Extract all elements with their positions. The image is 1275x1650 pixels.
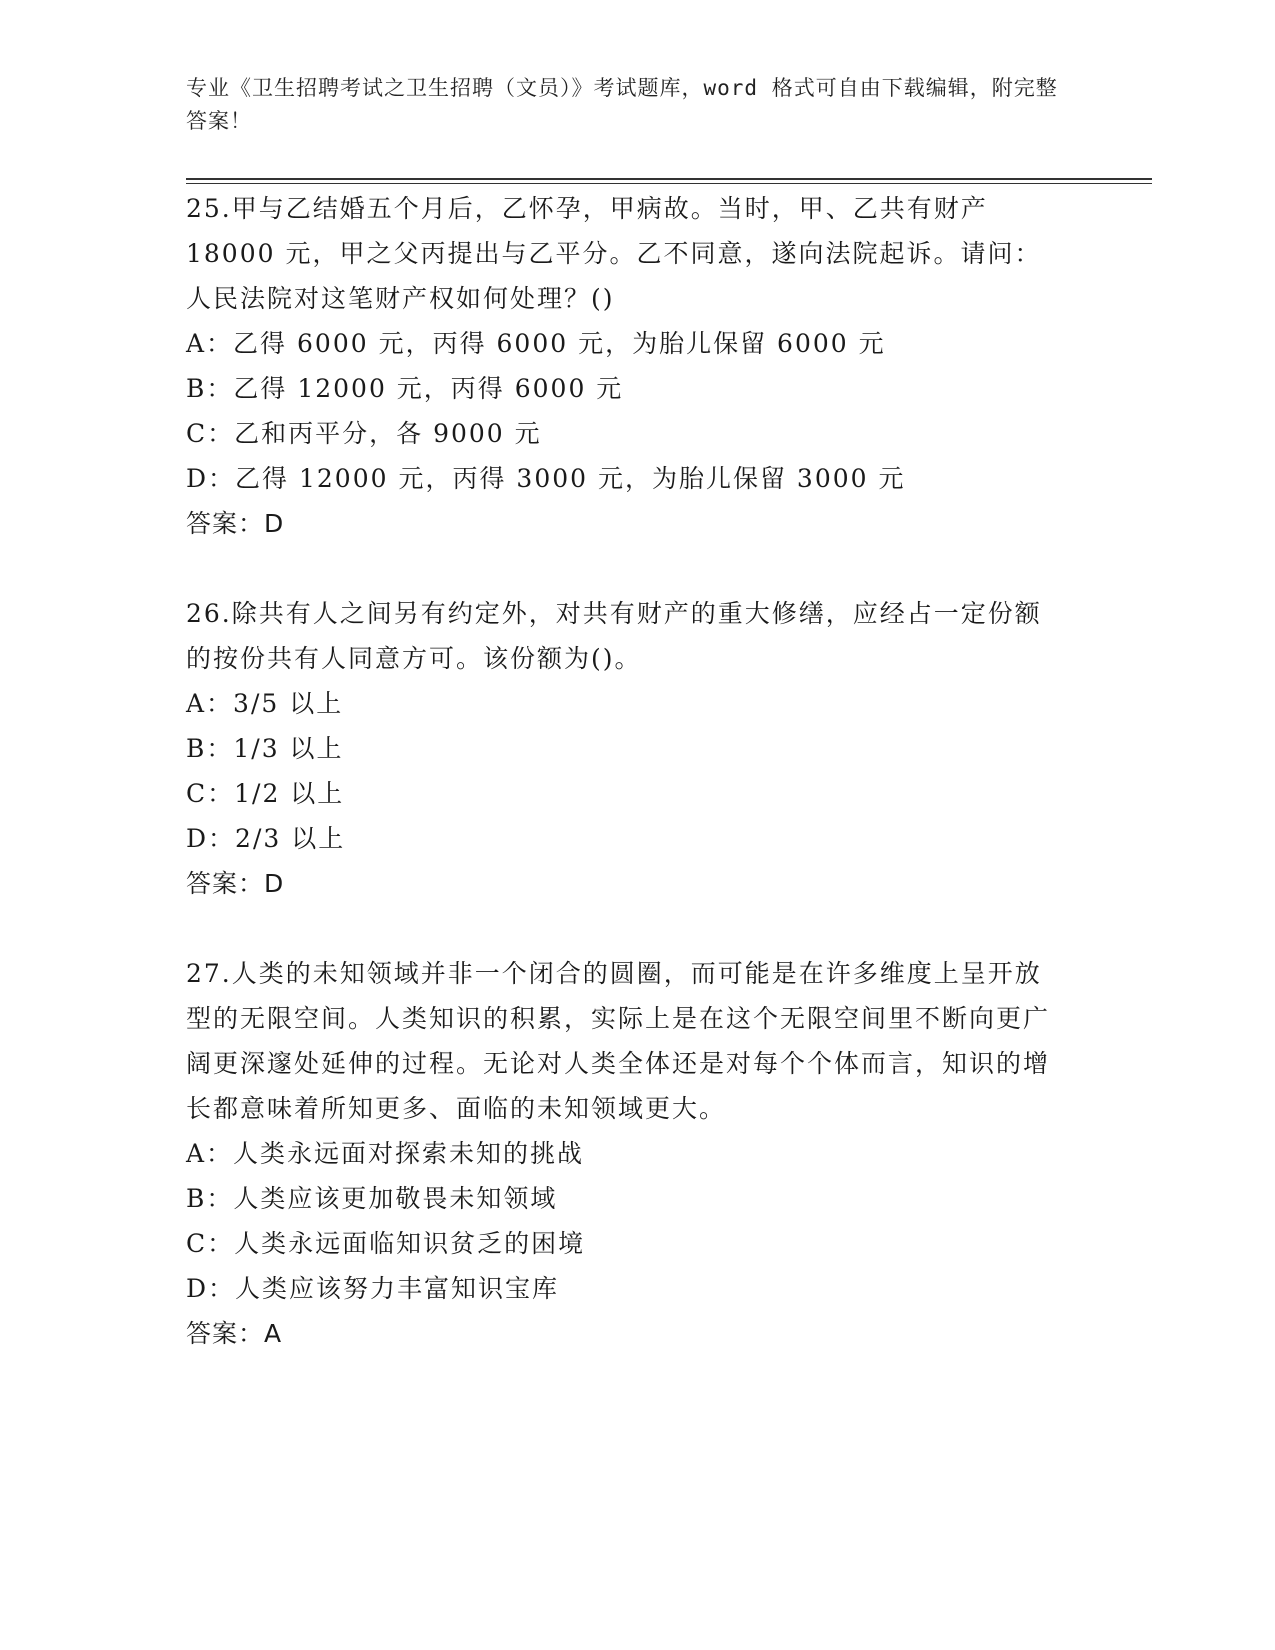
- question-stem: 25.甲与乙结婚五个月后，乙怀孕，甲病故。当时，甲、乙共有财产18000 元，甲之父丙提出与乙平分。乙不同意，遂向法院起诉。请问：人民法院对这笔财产权如何处理？(): [186, 194, 1042, 313]
- option-b: B：乙得 12000 元，丙得 6000 元: [186, 374, 624, 403]
- question-25: [186, 186, 1066, 546]
- option-d: D：人类应该努力丰富知识宝库: [186, 1274, 560, 1303]
- option-b: B：1/3 以上: [186, 734, 344, 763]
- question-stem: 27.人类的未知领域并非一个闭合的圆圈，而可能是在许多维度上呈开放型的无限空间。人类知识的积累，实际上是在这个无限空间里不断向更广阔更深邃处延伸的过程。无论对人类全体还是对每个个体而言，知识的增长都意味着所知更多、面临的未知领域更大。: [186, 959, 1051, 1123]
- header-divider-thin: [186, 183, 1152, 184]
- answer-line: 答案：D: [186, 869, 285, 898]
- question-stem: 26.除共有人之间另有约定外，对共有财产的重大修缮，应经占一定份额的按份共有人同意方可。该份额为()。: [186, 599, 1042, 673]
- option-d: D：2/3 以上: [186, 824, 346, 853]
- question-26: [186, 591, 1066, 906]
- option-a: A：3/5 以上: [186, 689, 344, 718]
- page-header-text: 专业《卫生招聘考试之卫生招聘（文员）》考试题库，word 格式可自由下载编辑，附完整答案！: [186, 76, 1058, 133]
- header-divider-thick: [186, 178, 1152, 180]
- option-a: A：乙得 6000 元，丙得 6000 元，为胎儿保留 6000 元: [186, 329, 886, 358]
- answer-line: 答案：D: [186, 509, 285, 538]
- option-b: B：人类应该更加敬畏未知领域: [186, 1184, 558, 1213]
- option-c: C：乙和丙平分，各 9000 元: [186, 419, 542, 448]
- option-c: C：1/2 以上: [186, 779, 345, 808]
- answer-line: 答案：A: [186, 1319, 283, 1348]
- option-c: C：人类永远面临知识贫乏的困境: [186, 1229, 586, 1258]
- question-27: [186, 951, 1066, 1356]
- option-a: A：人类永远面对探索未知的挑战: [186, 1139, 585, 1168]
- option-d: D：乙得 12000 元，丙得 3000 元，为胎儿保留 3000 元: [186, 464, 906, 493]
